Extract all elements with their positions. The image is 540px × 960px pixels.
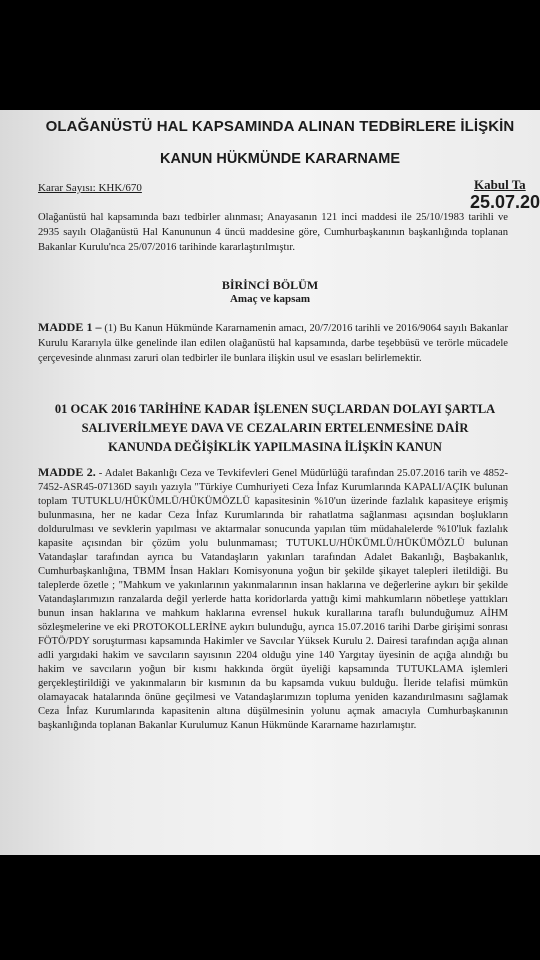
document-subtitle: KANUN HÜKMÜNDE KARARNAME	[159, 151, 401, 167]
section-heading: BİRİNCİ BÖLÜM	[221, 278, 319, 292]
law-title-line-2: SALIVERİLMEYE DAVA VE CEZALARIN ERTELENMESİNE DAİR	[81, 421, 469, 435]
section-subheading: Amaç ve kapsam	[229, 293, 311, 305]
madde-1-head: MADDE 1 –	[38, 320, 102, 334]
madde-2-head: MADDE 2.	[38, 465, 96, 479]
madde-1	[38, 320, 508, 366]
madde-2	[38, 465, 508, 733]
law-title	[30, 400, 520, 457]
law-title-line-3: KANUNDA DEĞİŞİKLİK YAPILMASINA İLİŞKİN KANUN	[108, 440, 442, 454]
intro-paragraph: Olağanüstü hal kapsamında bazı tedbirler alınması; Anayasanın 121 inci maddesi ile 25/10/1983 tarihli ve 2935 sayılı Olağanüstü Hal Kanununun 4 üncü maddesine göre, Cumhurbaşkanının başkanlığında toplanan Bakanlar Kurulu'nca 25/07/2016 tarihinde kararlaştırılmıştır.	[38, 212, 508, 253]
madde-1-text: (1) Bu Kanun Hükmünde Kararnamenin amacı, 20/7/2016 tarihli ve 2016/9064 sayılı Bakanlar Kurulu Kararıyla ülke genelinde ilan edilen olağanüstü hal kapsamında, darbe teşebbüsü ve terörle mücadele çerçevesinde alınması zaruri olan tedbirler ile bunlara ilişkin usul ve esasları belirlemektir.	[38, 323, 509, 364]
karar-sayisi: Karar Sayısı: KHK/670	[38, 182, 142, 194]
document-page	[0, 110, 540, 855]
kabul-tarihi-label: Kabul Ta	[474, 177, 526, 192]
madde-2-text: - Adalet Bakanlığı Ceza ve Tevkifevleri Genel Müdürlüğü tarafından 25.07.2016 tarih ve 4852-7452-ASR45-07136D sayılı yazıyla "Türkiye Cumhuriyeti Ceza İnfaz Kurumlarında KAPALI/AÇIK bulunan toplam TUTUKLU/HÜKÜMLÜ/HÜKÜMÖZLÜ kapasitesinin %10'un üzerinde fazlalık kapasiteye erişmiş bulunmasına, her ne kadar Ceza İnfaz Kurumlarında bir rahatlatma sağlanması açısından boşlukların doldurulması ve sevklerin yapılması ve aktarmalar sonucunda yapılan tüm müdahalelerde %10'luk fazlalık kapasite açısından bir çözüm yolu bulunmaması; TUTUKLU/HÜKÜMLÜ/HÜKÜMÖZLÜ bulunan Vatandaşlar tarafından ayrıca bu Vatandaşların yakınları tarafından Adalet Bakanlığı, Başbakanlık, Cumhurbaşkanlığına, TBMM İnsan Hakları Komisyonuna yoğun bir şekilde şikayet talepleri iletildiği. Bu taleplerde özetle ; "Mahkum ve yakınlarının yakınmalarının insan haklarına ve değerlerine aykırı bir şekilde Vatandaşlarımızın ranzalarda değil yerlerde hatta koridorlarda yattığı kimi mahkumların nöbetleşe yattıkları bunun insan haklarına ve mahkum haklarına evrensel hukuk kurallarına taraflı bulunduğumuz AİHM sözleşmelerine ve eki PROTOKOLLERİNE aykırı bulunduğu, ayrıca 15.07.2016 tarihi Darbe girişimi sonrası FÖTÖ/PDY soruşturması kapsamında Hakimler ve Savcılar Yüksek Kurulu 2. Dairesi tarafından açığa alınan adli yargıdaki hakim ve savcıların sayısının 2204 olduğu yine 140 Yargıtay üyesinin de açığa alındığı bu hakim ve savcıların yoğun bir kısmı hakkında örgüt üyeliği kapsamında TUTUKLAMA işlemleri gerçekleştirildiği ve yakınmaların bir kısmının da bu kapsamda vukuu bulduğu. İleride telafisi mümkün olamayacak hatalarında önüne geçilmesi ve Vatandaşlarımızın topluma yeniden kazandırılmasını sağlamak Ceza İnfaz Kurumlarında kapasitenin altına düşülmesinin yolunu açmak amacıyla Cumhurbaşkanının başkanlığında toplanan Bakanlar Kurulumuz Kanun Hükmünde Kararname hazırlamıştır.	[38, 468, 508, 731]
document-title: OLAĞANÜSTÜ HAL KAPSAMINDA ALINAN TEDBİRLERE İLİŞKİN	[45, 118, 515, 135]
law-title-line-1: 01 OCAK 2016 TARİHİNE KADAR İŞLENEN SUÇLARDAN DOLAYI ŞARTLA	[54, 402, 496, 416]
kabul-tarihi-date: 25.07.20	[470, 192, 540, 212]
